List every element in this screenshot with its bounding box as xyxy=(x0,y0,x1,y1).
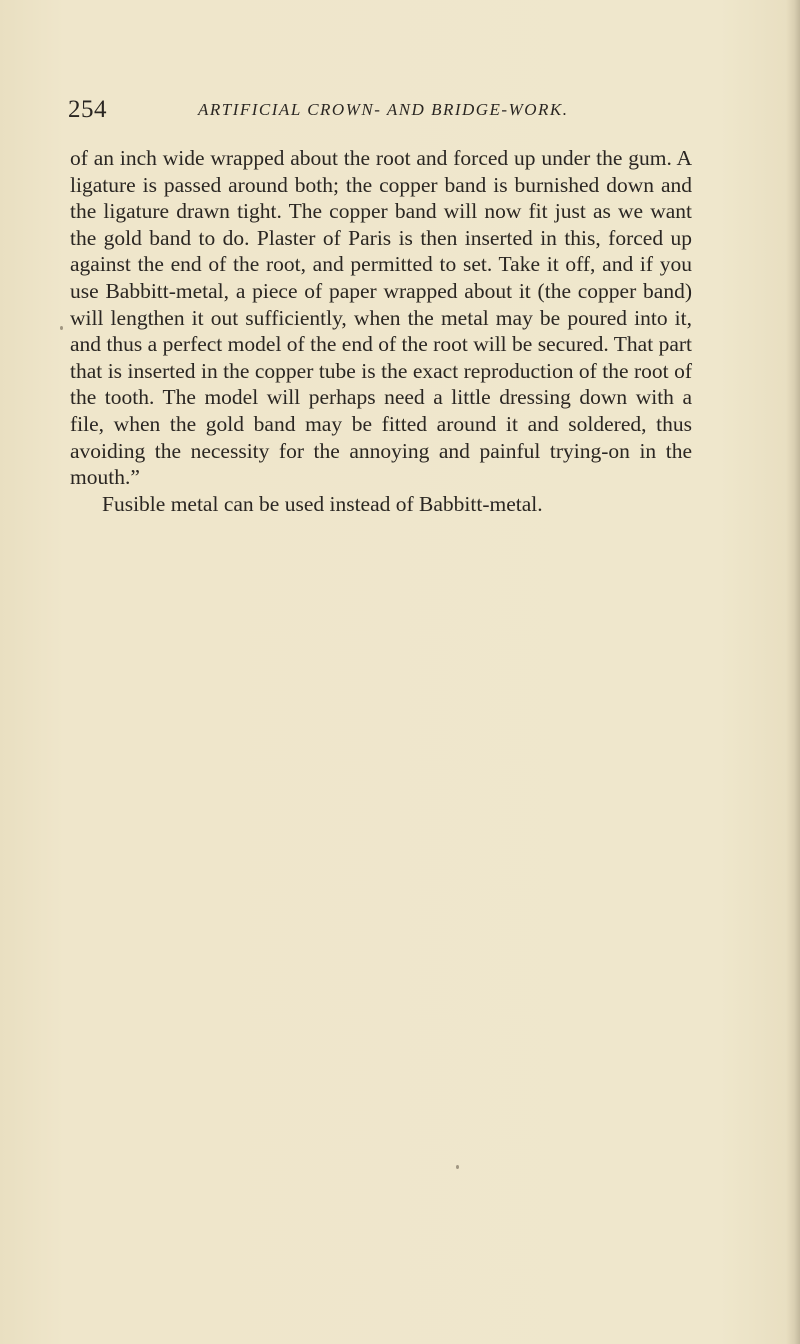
ink-speck xyxy=(456,1165,459,1169)
page-edge-shadow xyxy=(786,0,800,1344)
page-number: 254 xyxy=(68,96,107,123)
running-head: ARTIFICIAL CROWN- AND BRIDGE-WORK. xyxy=(198,100,569,119)
page-header xyxy=(68,96,688,126)
body-text xyxy=(70,145,692,517)
paragraph-continued: of an inch wide wrapped about the root and forced up under the gum. A ligature is passed around both; the copper band is burnished down and the ligature drawn tight. The copper band will now fit just as we want the gold band to do. Plaster of Paris is then inserted in this, forced up against the end of the root, and permitted to set. Take it off, and if you use Babbitt-metal, a piece of paper wrapped about it (the copper band) will lengthen it out sufficiently, when the metal may be poured into it, and thus a perfect model of the end of the root will be secured. That part that is inserted in the copper tube is the exact reproduction of the root of the tooth. The model will perhaps need a little dressing down with a file, when the gold band may be fitted around it and soldered, thus avoiding the necessity for the annoying and painful trying-on in the mouth.” xyxy=(70,146,692,490)
ink-speck xyxy=(60,326,63,330)
paragraph-fusible-metal: Fusible metal can be used instead of Babbitt-metal. xyxy=(102,491,543,516)
